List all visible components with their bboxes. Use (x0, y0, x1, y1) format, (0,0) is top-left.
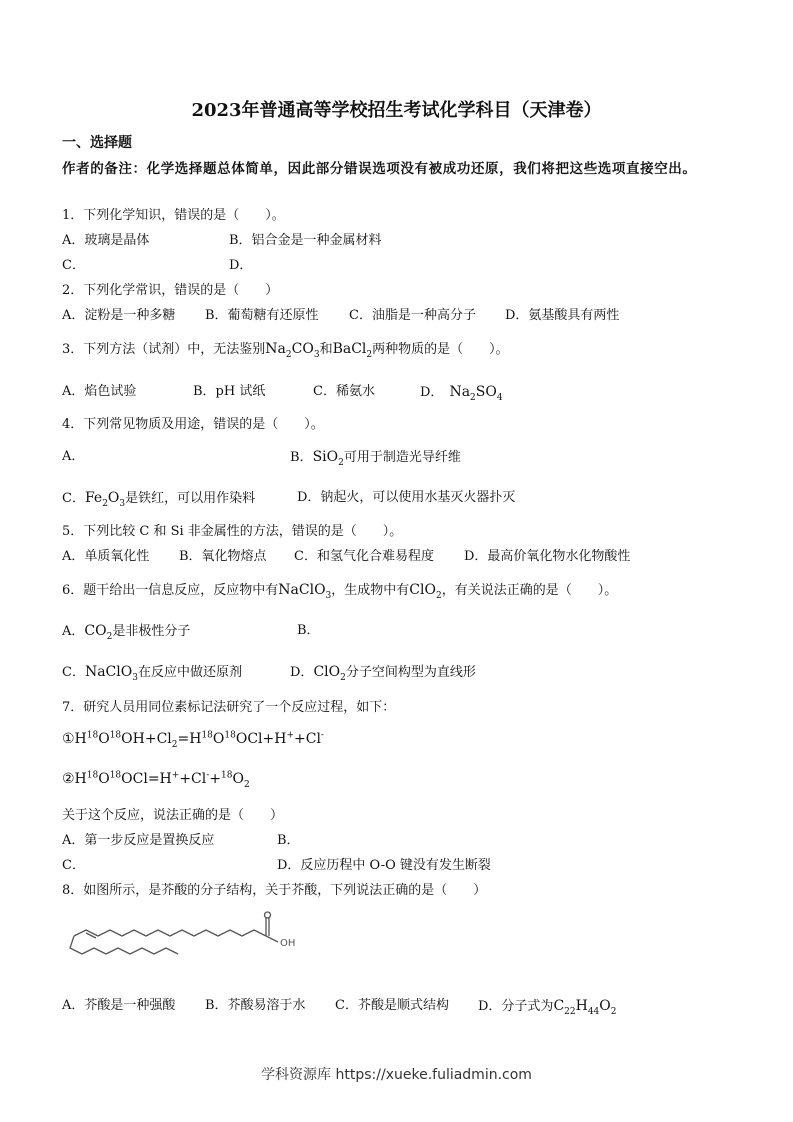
hydroxyl-label: OH (280, 938, 296, 949)
reaction-equation-2: $②H^{18}O^{18}OCl=H^++Cl^-+^{18}O_2$ (62, 770, 250, 790)
question-3-option-d: D． $Na_2SO_4$ (420, 384, 503, 403)
question-7-option-c: C． (62, 858, 85, 873)
question-3-option-a: A．焰色试验 (62, 384, 137, 399)
question-8-option-b: B．芥酸易溶于水 (205, 998, 306, 1013)
hydroxyl-bond (266, 936, 278, 942)
question-3-option-c: C．稀氨水 (313, 384, 375, 399)
question-7-option-d: D．反应历程中 O-O 键没有发生断裂 (277, 858, 491, 873)
upper-carbon-chain (74, 930, 266, 936)
question-1-option-d: D． (229, 258, 253, 273)
question-6-option-d: D．ClO$_2$分子空间构型为直线形 (290, 664, 476, 683)
question-2-option-c: C．油脂是一种高分子 (349, 308, 476, 323)
question-3-option-b: B．pH 试纸 (193, 384, 266, 399)
question-6-stem: 6．题干给出一信息反应，反应物中有NaClO$_3$，生成物中有ClO$_2$，有关说法正确的是（ ）。 (62, 582, 618, 601)
question-6-option-a: A．$CO_2$是非极性分子 (62, 623, 191, 642)
question-7-ask: 关于这个反应，说法正确的是（ ） (62, 808, 284, 823)
question-8-option-d: D．分子式为$C_{22}H_{44}O_2$ (478, 998, 617, 1017)
question-8-option-a: A．芥酸是一种强酸 (62, 998, 176, 1013)
reaction-equation-1: $①H^{18}O^{18}OH+Cl_2=H^{18}O^{18}OCl+H^++Cl^-$ (62, 730, 324, 750)
question-1-option-c: C． (62, 258, 85, 273)
question-2-option-d: D．氨基酸具有两性 (505, 308, 620, 323)
question-2-option-a: A．淀粉是一种多糖 (62, 308, 176, 323)
question-1-option-a: A．玻璃是晶体 (62, 233, 150, 248)
question-5-option-d: D．最高价氧化物水化物酸性 (464, 549, 631, 564)
question-5-stem: 5．下列比较 C 和 Si 非金属性的方法，错误的是（ ）。 (62, 524, 403, 539)
question-2-stem: 2．下列化学常识，错误的是（ ） (62, 283, 279, 298)
question-6-option-b: B． (297, 623, 320, 638)
footer-watermark: 学科资源库 https://xueke.fuliadmin.com (261, 1067, 532, 1083)
author-note: 作者的备注：化学选择题总体简单，因此部分错误选项没有被成功还原，我们将把这些选项直接空出。 (62, 161, 697, 177)
oxygen-atom (265, 912, 271, 918)
question-4-option-b: B．SiO$_2$可用于制造光导纤维 (290, 449, 461, 468)
question-5-option-c: C．和氢气化合难易程度 (294, 549, 434, 564)
question-6-option-c: C．NaClO$_3$在反应中做还原剂 (62, 664, 242, 683)
question-4-stem: 4．下列常见物质及用途，错误的是（ ）。 (62, 417, 324, 432)
question-4-option-d: D．钠起火，可以使用水基灭火器扑灭 (297, 490, 516, 505)
lower-carbon-chain (70, 936, 178, 954)
question-3-stem: 3．下列方法（试剂）中，无法鉴别$Na_2CO_3$和BaCl$_2$两种物质的是（ ）。 (62, 341, 509, 360)
question-7-option-b: B． (277, 833, 300, 848)
question-1-option-b: B．铝合金是一种金属材料 (229, 233, 382, 248)
question-4-option-a: A． (62, 449, 85, 464)
question-7-option-a: A．第一步反应是置换反应 (62, 833, 215, 848)
question-8-stem: 8．如图所示，是芥酸的分子结构，关于芥酸，下列说法正确的是（ ） (62, 883, 487, 898)
question-5-option-a: A．单质氧化性 (62, 549, 150, 564)
question-5-option-b: B．氧化物熔点 (179, 549, 267, 564)
question-1-stem: 1．下列化学知识，错误的是（ ）。 (62, 208, 285, 223)
erucic-acid-structure (66, 908, 306, 968)
page-title: 2023年普通高等学校招生考试化学科目（天津卷） (191, 100, 602, 121)
question-8-option-c: C．芥酸是顺式结构 (335, 998, 449, 1013)
question-7-stem: 7．研究人员用同位素标记法研究了一个反应过程，如下： (62, 700, 396, 715)
section-heading: 一、选择题 (62, 135, 132, 151)
question-2-option-b: B．葡萄糖有还原性 (205, 308, 319, 323)
question-4-option-c: C．$Fe_2O_3$是铁红，可以用作染料 (62, 490, 256, 509)
